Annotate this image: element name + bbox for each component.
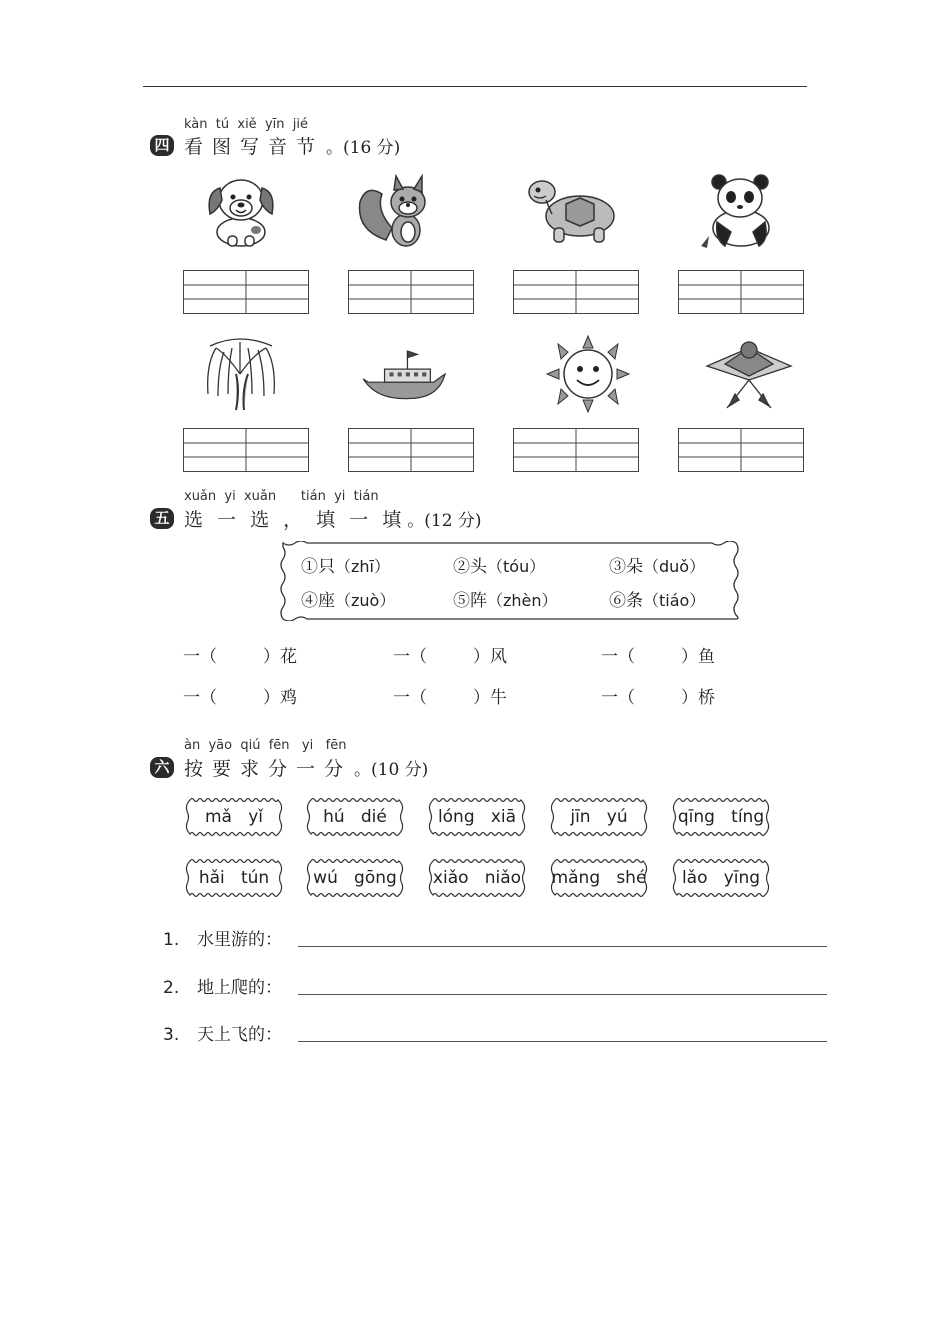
word-card-pinyin: jīn yú [570,807,628,827]
section6-number: 六 [150,757,174,778]
word-card[interactable] [427,797,527,837]
word-card[interactable] [549,797,649,837]
word-card-pinyin: wú gōng [313,868,397,888]
answer-line-sky[interactable] [298,1041,827,1042]
answer-line-water[interactable] [298,946,827,947]
pinyin-writing-grid[interactable] [183,270,309,314]
squirrel-icon [356,170,446,250]
fill-blank-ji[interactable]: 一（ ）鸡 [183,688,297,708]
word-card-pinyin: mǎ yǐ [205,807,263,827]
panda-icon [695,170,785,250]
option-zhen: ⑤阵（zhèn） [453,591,558,611]
section5-pinyin: xuǎn yi xuǎn tián yi tián [184,489,379,504]
pinyin-writing-grid[interactable] [678,270,804,314]
willow-tree-icon [196,334,286,414]
fill-blank-hua[interactable]: 一（ ）花 [183,647,297,667]
kite-icon [705,334,795,414]
fill-blank-qiao[interactable]: 一（ ）桥 [601,688,715,708]
word-card-pinyin: hǎi tún [198,868,270,888]
pinyin-writing-grid[interactable] [678,428,804,472]
section6-heading [150,754,428,781]
word-card[interactable] [549,858,649,898]
section4-score: 。(16 分) [326,138,401,158]
fill-blank-feng[interactable]: 一（ ）风 [393,647,507,667]
option-tiao: ⑥条（tiáo） [609,591,706,611]
option-tou: ②头（tóu） [453,557,546,577]
section4-heading [150,132,400,159]
word-card[interactable] [671,797,771,837]
word-card-pinyin: xiǎo niǎo [432,868,522,888]
word-card[interactable] [427,858,527,898]
option-zhi: ①只（zhī） [301,557,390,577]
question-ground: 2. 地上爬的： [163,978,282,998]
word-card-pinyin: lóng xiā [437,807,517,827]
word-card-pinyin: mǎng shé [551,868,647,888]
question-sky: 3. 天上飞的： [163,1025,282,1045]
word-card[interactable] [184,797,284,837]
pinyin-writing-grid[interactable] [513,428,639,472]
word-card-pinyin: lǎo yīng [681,868,761,888]
word-card-pinyin: qīng tíng [677,807,765,827]
section4-number: 四 [150,135,174,156]
section6-score: 。(10 分) [354,760,429,780]
pinyin-writing-grid[interactable] [513,270,639,314]
answer-line-ground[interactable] [298,994,827,995]
option-duo: ③朵（duǒ） [609,557,706,577]
fill-blank-niu[interactable]: 一（ ）牛 [393,688,507,708]
section5-number: 五 [150,508,174,529]
section5-title: 选 一 选 ， 填 一 填 [184,509,406,531]
option-zuo: ④座（zuò） [301,591,396,611]
section6-pinyin: àn yāo qiú fēn yi fēn [184,738,347,753]
section4-pinyin: kàn tú xiě yīn jié [184,117,308,132]
turtle-icon [526,170,616,250]
section5-score: 。(12 分) [407,511,482,531]
pinyin-writing-grid[interactable] [348,428,474,472]
top-rule [143,86,807,87]
word-card[interactable] [671,858,771,898]
pinyin-writing-grid[interactable] [348,270,474,314]
section6-title: 按要求分一分 [184,758,353,780]
word-card-pinyin: hú dié [323,807,387,827]
question-water: 1. 水里游的： [163,930,282,950]
sun-icon [543,334,633,414]
word-card[interactable] [305,797,405,837]
section5-heading [150,505,482,532]
fill-blank-yu[interactable]: 一（ ）鱼 [601,647,715,667]
pinyin-writing-grid[interactable] [183,428,309,472]
boat-icon [360,334,450,414]
word-card[interactable] [184,858,284,898]
section4-title: 看图写音节 [184,136,325,158]
puppy-icon [196,170,286,250]
word-card[interactable] [305,858,405,898]
